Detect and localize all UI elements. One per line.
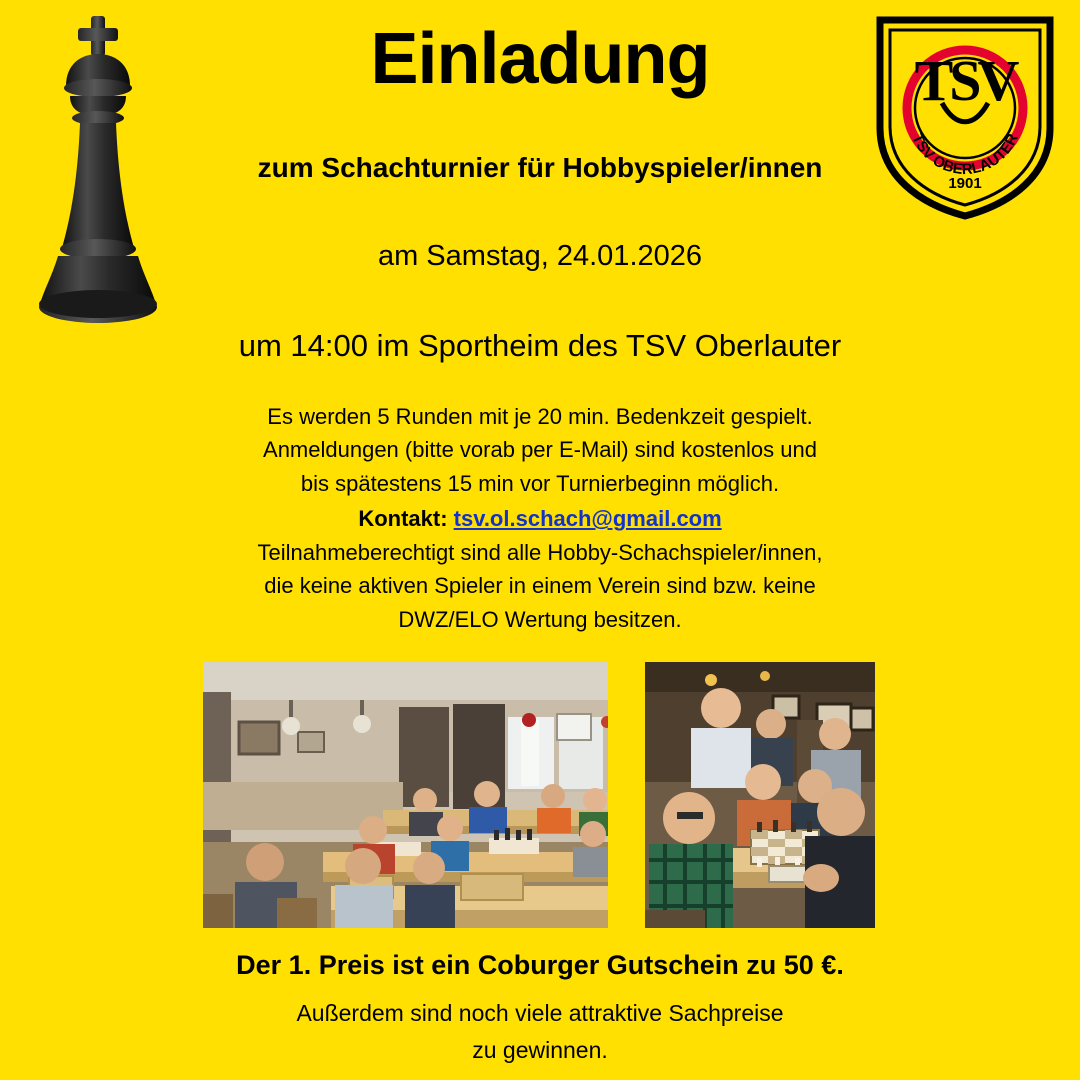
svg-text:1901: 1901 (948, 175, 982, 192)
svg-text:TSV: TSV (914, 48, 1016, 113)
contact-line (0, 502, 1080, 535)
photo-tournament-hall (203, 662, 608, 928)
detail-line-rounds: Es werden 5 Runden mit je 20 min. Bedenkzeit gespielt. (267, 404, 813, 429)
photo-gallery (0, 662, 1080, 930)
prize-subtext-line-2: zu gewinnen. (472, 1036, 608, 1063)
detail-line-deadline: bis spätestens 15 min vor Turnierbeginn möglich. (300, 470, 780, 496)
detail-line-eligibility-1: Teilnahmeberechtigt sind alle Hobby-Schachspieler/innen, (257, 539, 823, 565)
detail-line-registration: Anmeldungen (bitte vorab per E-Mail) sind kostenlos und (263, 437, 817, 463)
contact-email-link[interactable]: tsv.ol.schach@gmail.com (453, 506, 722, 532)
prize-subtext-line-1: Außerdem sind noch viele attraktive Sachpreise (296, 1000, 784, 1026)
event-location: um 14:00 im Sportheim des TSV Oberlauter (238, 328, 842, 363)
contact-label: Kontakt: (358, 506, 448, 532)
prize-subtext (0, 995, 1080, 1069)
photo-players-close-up (645, 662, 875, 928)
detail-line-eligibility-2: die keine aktiven Spieler in einem Verein sind bzw. keine (264, 573, 816, 599)
svg-text:TSV OBERLAUTER: TSV OBERLAUTER (908, 131, 1022, 179)
prize-headline: Der 1. Preis ist ein Coburger Gutschein zu 50 €. (236, 950, 844, 980)
subtitle: zum Schachturnier für Hobbyspieler/innen (257, 152, 823, 183)
event-details (0, 400, 1080, 636)
detail-line-eligibility-3: DWZ/ELO Wertung besitzen. (398, 606, 682, 632)
page-title: Einladung (370, 19, 710, 99)
event-date: am Samstag, 24.01.2026 (377, 240, 703, 272)
